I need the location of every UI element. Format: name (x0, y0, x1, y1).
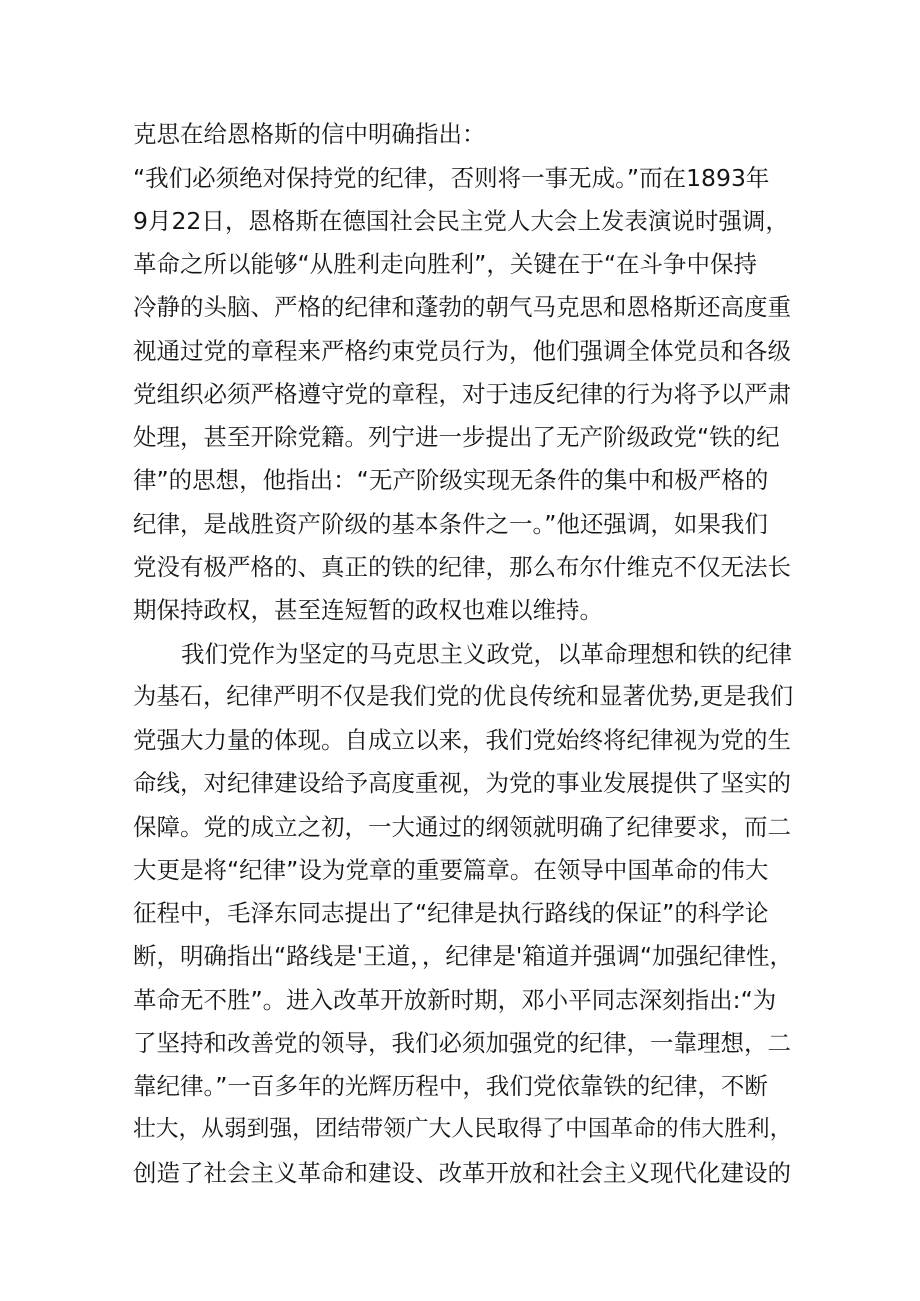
text-line-16: 命线，对纪律建设给予高度重视，为党的事业发展提供了坚实的 (133, 769, 791, 797)
text-line-24: 壮大，从弱到强，团结带领广大人民取得了中国革命的伟大胜利， (133, 1116, 793, 1142)
text-line-14: 为基石，纪律严明不仅是我们党的优良传统和显著优势,更是我们 (133, 683, 794, 710)
text-line-17: 保障。党的成立之初，一大通过的纲领就明确了纪律要求，而二 (133, 813, 791, 841)
text-line-12: 期保持政权，甚至连短暂的政权也难以维持。 (133, 596, 603, 624)
text-line-25: 创造了社会主义革命和建设、改革开放和社会主义现代化建设的 (133, 1159, 791, 1187)
text-line-19: 征程中，毛泽东同志提出了“纪律是执行路线的保证”的科学论 (133, 899, 769, 927)
text-line-7: 党组织必须严格遵守党的章程，对于违反纪律的行为将予以严肃 (133, 380, 791, 408)
text-line-10: 纪律，是战胜资产阶级的基本条件之一。”他还强调，如果我们 (133, 510, 768, 538)
text-line-2: “我们必须绝对保持党的纪律，否则将一事无成。”而在1893年 (133, 164, 770, 192)
text-line-18: 大更是将“纪律”设为党章的重要篇章。在领导中国革命的伟大 (133, 856, 769, 884)
text-line-1: 克思在给恩格斯的信中明确指出： (133, 120, 486, 148)
text-line-8: 处理，甚至开除党籍。列宁进一步提出了无产阶级政党“铁的纪 (133, 423, 780, 451)
text-line-3: 9月22日，恩格斯在德国社会民主党人大会上发表演说时强调， (133, 207, 789, 235)
text-line-6: 视通过党的章程来严格约束党员行为，他们强调全体党员和各级 (133, 337, 791, 365)
text-line-4: 革命之所以能够“从胜利走向胜利”，关键在于“在斗争中保持 (133, 250, 758, 278)
text-line-22: 了坚持和改善党的领导，我们必须加强党的纪律，一靠理想，二 (133, 1029, 791, 1057)
text-line-15: 党强大力量的体现。自成立以来，我们党始终将纪律视为党的生 (133, 726, 791, 754)
text-line-20: 断，明确指出“路线是'王道，，纪律是'箱道并强调“加强纪律性， (133, 942, 794, 970)
text-line-5: 冷静的头脑、严格的纪律和蓬勃的朝气马克思和恩格斯还高度重 (133, 293, 791, 321)
text-line-9: 律”的思想，他指出：“无产阶级实现无条件的集中和极严格的 (133, 466, 769, 494)
text-line-21: 革命无不胜”。进入改革开放新时期，邓小平同志深刻指出:“为 (133, 986, 777, 1014)
text-line-11: 党没有极严格的、真正的铁的纪律，那么布尔什维克不仅无法长 (133, 553, 791, 581)
text-line-13: 我们党作为坚定的马克思主义政党，以革命理想和铁的纪律 (181, 640, 792, 668)
text-line-23: 靠纪律。”一百多年的光辉历程中，我们党依靠铁的纪律，不断 (133, 1072, 768, 1100)
